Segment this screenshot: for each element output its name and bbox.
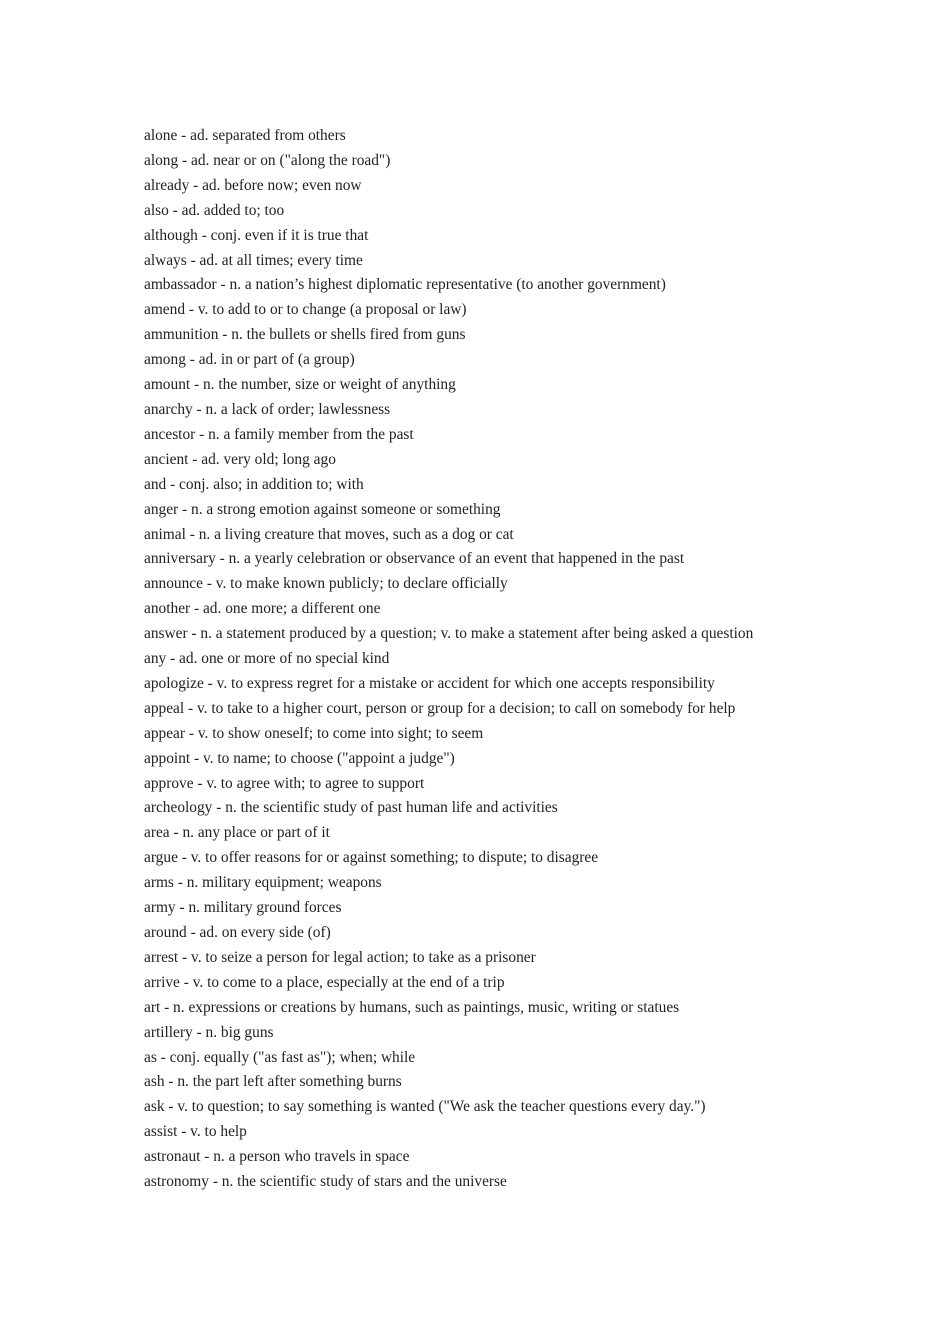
entry-ancient: ancient - ad. very old; long ago	[144, 450, 336, 468]
entry-already: already - ad. before now; even now	[144, 176, 362, 194]
entry-arrest: arrest - v. to seize a person for legal action; to take as a prisoner	[144, 948, 536, 966]
entry-also: also - ad. added to; too	[144, 201, 285, 219]
document-page	[144, 124, 806, 1195]
entry-artillery: artillery - n. big guns	[144, 1023, 274, 1041]
entry-although: although - conj. even if it is true that	[144, 226, 369, 244]
entry-around: around - ad. on every side (of)	[144, 924, 331, 941]
entry-assist: assist - v. to help	[144, 1123, 247, 1141]
entry-always: always - ad. at all times; every time	[144, 251, 363, 269]
entry-art: art - n. expressions or creations by humans, such as paintings, music, writing or statues	[144, 998, 680, 1016]
entry-apologize: apologize - v. to express regret for a mistake or accident for which one accepts responsibility	[144, 674, 715, 692]
entry-argue: argue - v. to offer reasons for or against something; to dispute; to disagree	[144, 849, 599, 867]
entry-anger: anger - n. a strong emotion against someone or something	[144, 500, 501, 518]
entry-archeology: archeology - n. the scientific study of past human life and activities	[144, 799, 558, 817]
entry-arrive: arrive - v. to come to a place, especially at the end of a trip	[144, 973, 505, 991]
entry-ambassador: ambassador - n. a nation’s highest diplomatic representative (to another government)	[144, 276, 666, 294]
entry-appear: appear - v. to show oneself; to come into sight; to seem	[144, 724, 484, 742]
entry-ash: ash - n. the part left after something burns	[144, 1073, 402, 1091]
entry-as: as - conj. equally ("as fast as"); when; while	[144, 1048, 416, 1066]
entry-ammunition: ammunition - n. the bullets or shells fired from guns	[144, 326, 466, 344]
entry-appoint: appoint - v. to name; to choose ("appoint a judge")	[144, 749, 455, 767]
entry-and: and - conj. also; in addition to; with	[144, 475, 364, 493]
entry-along: along - ad. near or on ("along the road")	[144, 151, 391, 169]
entry-amend: amend - v. to add to or to change (a proposal or law)	[144, 301, 467, 319]
entry-approve: approve - v. to agree with; to agree to support	[144, 774, 425, 792]
entry-astronomy: astronomy - n. the scientific study of stars and the universe	[144, 1173, 507, 1191]
entry-army: army - n. military ground forces	[144, 899, 342, 917]
entry-area: area - n. any place or part of it	[144, 824, 330, 842]
entry-ask: ask - v. to question; to say something is wanted ("We ask the teacher questions every day.")	[144, 1098, 706, 1116]
entry-another: another - ad. one more; a different one	[144, 600, 381, 618]
entry-arms: arms - n. military equipment; weapons	[144, 874, 382, 892]
entry-animal: animal - n. a living creature that moves, such as a dog or cat	[144, 525, 514, 543]
entry-appeal: appeal - v. to take to a higher court, person or group for a decision; to call on somebody for help	[144, 699, 736, 717]
entry-astronaut: astronaut - n. a person who travels in space	[144, 1148, 410, 1166]
entry-amount: amount - n. the number, size or weight of anything	[144, 376, 456, 394]
entry-ancestor: ancestor - n. a family member from the past	[144, 425, 414, 443]
entry-any: any - ad. one or more of no special kind	[144, 650, 390, 668]
entry-announce: announce - v. to make known publicly; to declare officially	[144, 575, 508, 593]
entry-anarchy: anarchy - n. a lack of order; lawlessness	[144, 400, 391, 418]
entry-among: among - ad. in or part of (a group)	[144, 351, 355, 369]
entry-alone: alone - ad. separated from others	[144, 127, 346, 144]
entry-anniversary: anniversary - n. a yearly celebration or observance of an event that happened in the past	[144, 550, 685, 568]
entry-answer: answer - n. a statement produced by a question; v. to make a statement after being asked a question	[144, 625, 754, 643]
